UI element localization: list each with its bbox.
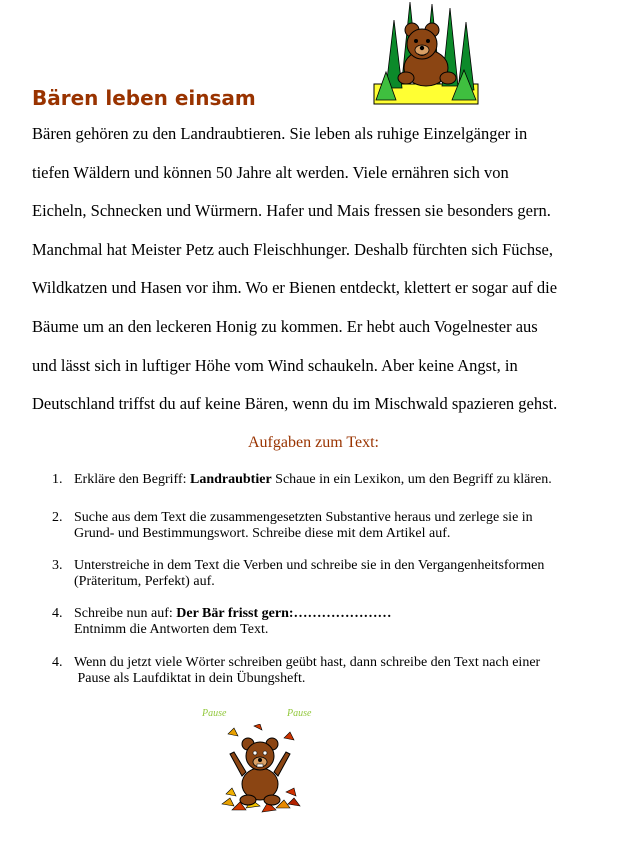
- task-number: 3.: [52, 558, 63, 573]
- task-text-line2: Pause als Laufdiktat in dein Übungsheft.: [74, 671, 306, 686]
- pause-label: Pause: [202, 708, 227, 719]
- story-line: Deutschland triffst du auf keine Bären, wenn du im Mischwald spazieren gehst.: [32, 394, 558, 414]
- story-line: und lässt sich in luftiger Höhe vom Wind schaukeln. Aber keine Angst, in: [32, 355, 518, 375]
- task-item: [40, 558, 580, 590]
- story-line: Wildkatzen und Hasen vor ihm. Wo er Bienen entdeckt, klettert er sogar auf die: [32, 278, 558, 298]
- task-text-line2: (Präteritum, Perfekt) auf.: [74, 574, 215, 589]
- tasks-heading: Aufgaben zum Text:: [248, 434, 379, 451]
- pause-label: Pause: [287, 708, 312, 719]
- task-item: [40, 510, 580, 542]
- story-line: Bäume um an den leckeren Honig zu kommen. Er hebt auch Vogelnester aus: [32, 316, 538, 336]
- task-text-line2: Grund- und Bestimmungswort. Schreibe diese mit dem Artikel auf.: [74, 526, 451, 541]
- story-line: Manchmal hat Meister Petz auch Fleischhunger. Deshalb fürchten sich Füchse,: [32, 239, 553, 259]
- story-text: [32, 122, 592, 431]
- task-number: 4.: [52, 655, 63, 670]
- task-text: Schaue in ein Lexikon, um den Begriff zu klären.: [271, 472, 552, 487]
- story-line: Eicheln, Schnecken und Würmern. Hafer und Mais fressen sie besonders gern.: [32, 201, 551, 221]
- task-number: 4.: [52, 606, 63, 621]
- task-text: Unterstreiche in dem Text die Verben und schreibe sie in den Vergangenheitsformen: [74, 558, 545, 573]
- task-item: [40, 472, 580, 488]
- story-line: Bären gehören zu den Landraubtieren. Sie leben als ruhige Einzelgänger in: [32, 124, 528, 143]
- task-list: [40, 472, 580, 687]
- task-number: 2.: [52, 510, 63, 525]
- task-item: [40, 655, 580, 687]
- task-text-line2: Entnimm die Antworten dem Text.: [74, 622, 269, 637]
- task-text: Wenn du jetzt viele Wörter schreiben geübt hast, dann schreibe den Text nach einer: [74, 655, 541, 670]
- forest-bear-illustration: [372, 0, 480, 108]
- task-text: Suche aus dem Text die zusammengesetzten Substantive heraus und zerlege sie in: [74, 510, 533, 525]
- task-text: Erkläre den Begriff:: [74, 472, 190, 487]
- task-bold-text: Der Bär frisst gern:…………………: [176, 606, 392, 621]
- task-number: 1.: [52, 472, 63, 487]
- task-text: Schreibe nun auf:: [74, 606, 177, 621]
- page-title: Bären leben einsam: [32, 86, 256, 110]
- story-line: tiefen Wäldern und können 50 Jahre alt werden. Viele ernähren sich von: [32, 162, 509, 182]
- bear-leaves-illustration: [218, 724, 302, 816]
- task-bold-text: Landraubtier: [189, 472, 272, 487]
- task-item: [40, 606, 580, 638]
